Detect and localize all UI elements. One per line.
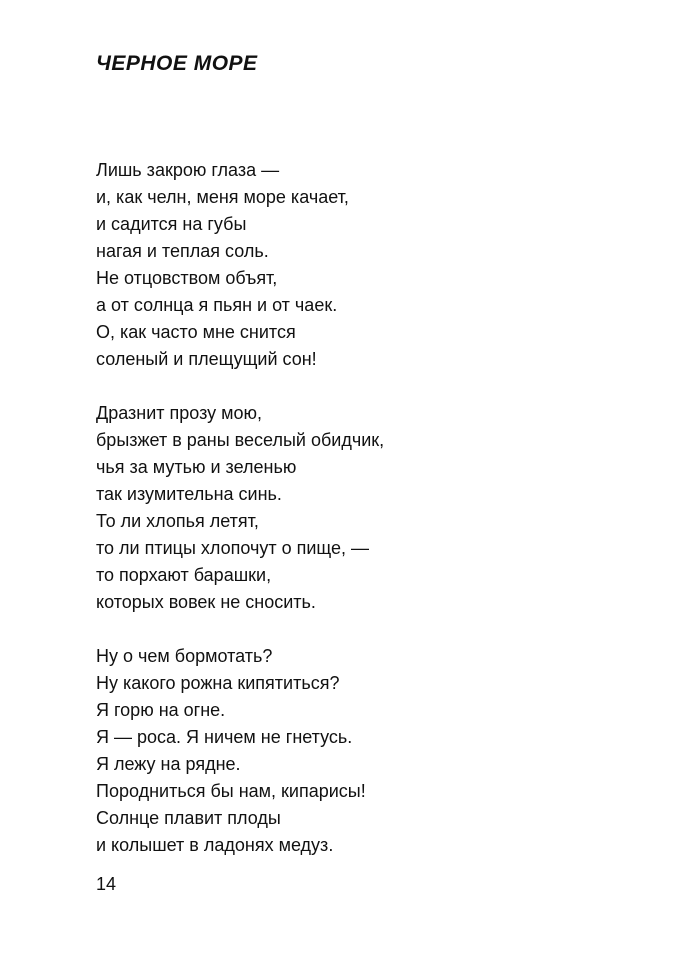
page-title: ЧЕРНОЕ МОРЕ (96, 52, 258, 75)
stanza-1 (96, 157, 616, 373)
verse-line: Лишь закрою глаза — (96, 160, 280, 180)
verse-line: брызжет в раны веселый обидчик, (96, 430, 385, 450)
verse-line: Солнце плавит плоды (96, 808, 281, 828)
poem-body (96, 157, 616, 886)
verse-line: так изумительна синь. (96, 484, 282, 504)
verse-line: Я лежу на рядне. (96, 754, 241, 774)
verse-line: то ли птицы хлопочут о пище, — (96, 538, 370, 558)
verse-line: Ну какого рожна кипятиться? (96, 673, 340, 693)
verse-line: Я горю на огне. (96, 700, 226, 720)
verse-line: Дразнит прозу мою, (96, 403, 263, 423)
verse-line: и, как челн, меня море качает, (96, 187, 349, 207)
verse-line: Не отцовством объят, (96, 268, 278, 288)
verse-line: Породниться бы нам, кипарисы! (96, 781, 366, 801)
stanza-2 (96, 400, 616, 616)
verse-line: и колышет в ладонях медуз. (96, 835, 334, 855)
verse-line: то порхают барашки, (96, 565, 272, 585)
verse-line: а от солнца я пьян и от чаек. (96, 295, 338, 315)
verse-line: Ну о чем бормотать? (96, 646, 273, 666)
verse-line: О, как часто мне снится (96, 322, 296, 342)
stanza-3 (96, 643, 616, 859)
verse-line: соленый и плещущий сон! (96, 349, 317, 369)
verse-line: Я — роса. Я ничем не гнетусь. (96, 727, 353, 747)
verse-line: нагая и теплая соль. (96, 241, 269, 261)
verse-line: чья за мутью и зеленью (96, 457, 297, 477)
verse-line: и садится на губы (96, 214, 247, 234)
verse-line: которых вовек не сносить. (96, 592, 316, 612)
page-number: 14 (96, 874, 117, 894)
verse-line: То ли хлопья летят, (96, 511, 259, 531)
